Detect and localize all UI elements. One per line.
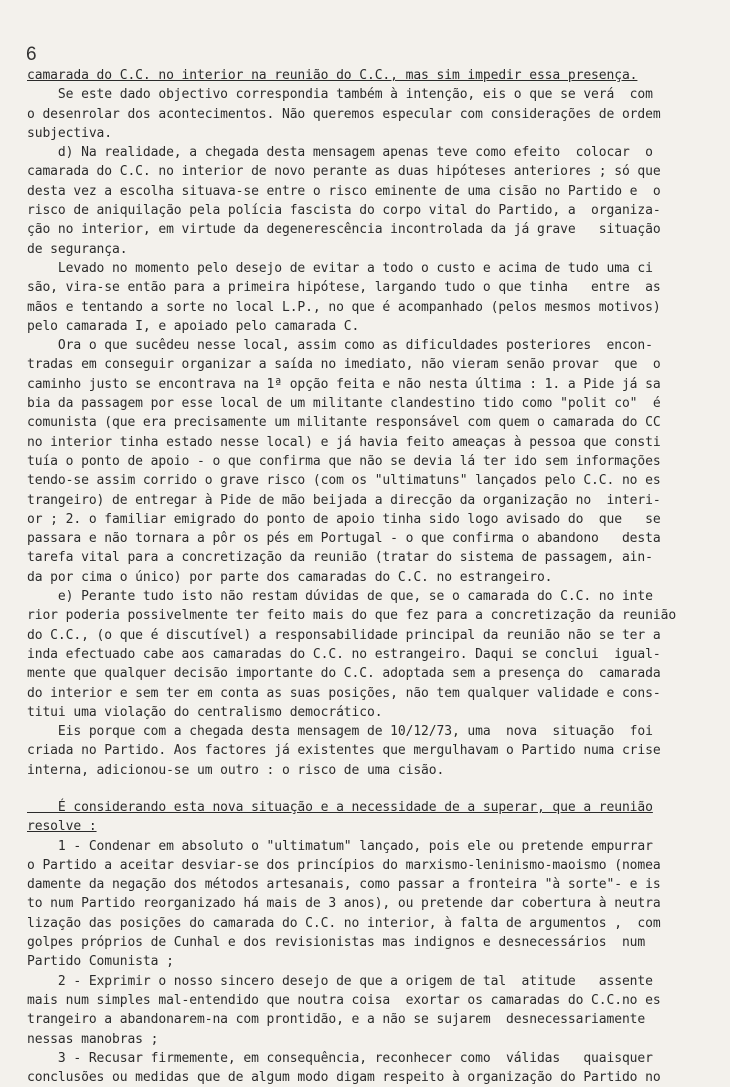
- text-line: Partido Comunista ;: [27, 954, 174, 970]
- text-line: subjectiva.: [27, 125, 112, 141]
- body-text: [27, 66, 702, 1087]
- text-line: do C.C., (o que é discutível) a responsabilidade principal da reunião não se ter a: [27, 627, 661, 643]
- text-line: camarada do C.C. no interior de novo perante as duas hipóteses anteriores ; só que: [27, 164, 661, 180]
- text-line: 2 - Exprimir o nosso sincero desejo de que a origem de tal atitude assente: [27, 973, 653, 989]
- text-line: da por cima o único) por parte dos camaradas do C.C. no estrangeiro.: [27, 569, 553, 585]
- text-line: no interior tinha estado nesse local) e já havia feito ameaças à pessoa que consti: [27, 434, 661, 450]
- text-line: conclusões ou medidas que de algum modo digam respeito à organização do Partido no: [27, 1070, 661, 1086]
- text-line: o desenrolar dos acontecimentos. Não queremos especular com considerações de ordem: [27, 106, 661, 122]
- text-line: Levado no momento pelo desejo de evitar a todo o custo e acima de tudo uma ci: [27, 260, 653, 276]
- text-line: damente da negação dos métodos artesanais, como passar a fronteira "à sorte"- e is: [27, 877, 661, 893]
- text-line: nessas manobras ;: [27, 1031, 159, 1047]
- text-line: tarefa vital para a concretização da reunião (tratar do sistema de passagem, ain-: [27, 550, 653, 566]
- text-line: mãos e tentando a sorte no local L.P., no que é acompanhado (pelos mesmos motivos): [27, 299, 661, 315]
- text-line: interna, adicionou-se um outro : o risco de uma cisão.: [27, 762, 445, 778]
- text-line: e) Perante tudo isto não restam dúvidas de que, se o camarada do C.C. no inte: [27, 589, 653, 605]
- text-line: tendo-se assim corrido o grave risco (com os "ultimatuns" lançados pelo C.C. no es: [27, 473, 661, 489]
- text-line: o Partido a aceitar desviar-se dos princípios do marxismo-leninismo-maoismo (nomea: [27, 857, 661, 873]
- text-line: lização das posições do camarada do C.C. no interior, à falta de argumentos , com: [27, 915, 661, 931]
- text-line: camarada do C.C. no interior na reunião do C.C., mas sim impedir essa presença.: [27, 68, 638, 83]
- text-line: 3 - Recusar firmemente, em consequência, reconhecer como válidas quaisquer: [27, 1050, 653, 1066]
- text-line: [27, 780, 702, 798]
- text-line: 1 - Condenar em absoluto o "ultimatum" lançado, pois ele ou pretende empurrar: [27, 838, 653, 854]
- text-line: mais num simples mal-entendido que noutra coisa exortar os camaradas do C.C.no es: [27, 992, 661, 1008]
- text-line: É considerando esta nova situação e a necessidade de a superar, que a reunião: [27, 799, 653, 815]
- text-line: ção no interior, em virtude da degenerescência incontrolada da já grave situação: [27, 222, 661, 238]
- text-line: passara e não tornara a pôr os pés em Portugal - o que confirma o abandono desta: [27, 531, 661, 547]
- text-line: comunista (que era precisamente um militante responsável com quem o camarada do CC: [27, 415, 661, 431]
- text-line: desta vez a escolha situava-se entre o risco eminente de uma cisão no Partido e o: [27, 183, 661, 199]
- text-line: tradas em conseguir organizar a saída no imediato, não vieram senão provar que o: [27, 357, 661, 373]
- text-line: d) Na realidade, a chegada desta mensagem apenas teve como efeito colocar o: [27, 145, 653, 161]
- text-line: Se este dado objectivo correspondia também à intenção, eis o que se verá com: [27, 87, 653, 103]
- text-line: golpes próprios de Cunhal e dos revisionistas mas indignos e desnecessários num: [27, 935, 646, 951]
- text-line: titui uma violação do centralismo democrático.: [27, 704, 383, 720]
- text-line: trangeiro) de entregar à Pide de mão beijada a direcção da organização no interi-: [27, 492, 661, 508]
- text-line: to num Partido reorganizado há mais de 3 anos), ou pretende dar cobertura à neutra: [27, 896, 661, 912]
- text-line: risco de aniquilação pela polícia fascista do corpo vital do Partido, a organiza-: [27, 203, 661, 219]
- text-line: são, vira-se então para a primeira hipótese, largando tudo o que tinha entre as: [27, 280, 661, 296]
- text-line: trangeiro a abandonarem-na com prontidão, e a não se sujarem desnecessariamente: [27, 1012, 646, 1028]
- text-line: caminho justo se encontrava na 1ª opção feita e não nesta última : 1. a Pide já sa: [27, 376, 661, 392]
- text-line: resolve :: [27, 819, 97, 835]
- text-line: tuía o ponto de apoio - o que confirma que não se devia lá ter ido sem informações: [27, 453, 661, 469]
- text-line: rior poderia possivelmente ter feito mais do que fez para a concretização da reunião: [27, 608, 677, 624]
- text-line: do interior e sem ter em conta as suas posições, não tem qualquer validade e cons-: [27, 685, 661, 701]
- text-line: or ; 2. o familiar emigrado do ponto de apoio tinha sido logo avisado do que se: [27, 511, 661, 527]
- text-line: inda efectuado cabe aos camaradas do C.C. no estrangeiro. Daqui se conclui igual-: [27, 646, 661, 662]
- text-line: mente que qualquer decisão importante do C.C. adoptada sem a presença do camarada: [27, 666, 661, 682]
- text-line: Ora o que sucêdeu nesse local, assim como as dificuldades posteriores encon-: [27, 338, 653, 354]
- page-number: 6: [26, 44, 37, 65]
- text-line: pelo camarada I, e apoiado pelo camarada C.: [27, 318, 360, 334]
- text-line: bia da passagem por esse local de um militante clandestino tido como "polit co" é: [27, 396, 661, 412]
- text-line: Eis porque com a chegada desta mensagem de 10/12/73, uma nova situação foi: [27, 724, 653, 740]
- text-line: de segurança.: [27, 241, 128, 257]
- text-line: criada no Partido. Aos factores já existentes que mergulhavam o Partido numa crise: [27, 743, 661, 759]
